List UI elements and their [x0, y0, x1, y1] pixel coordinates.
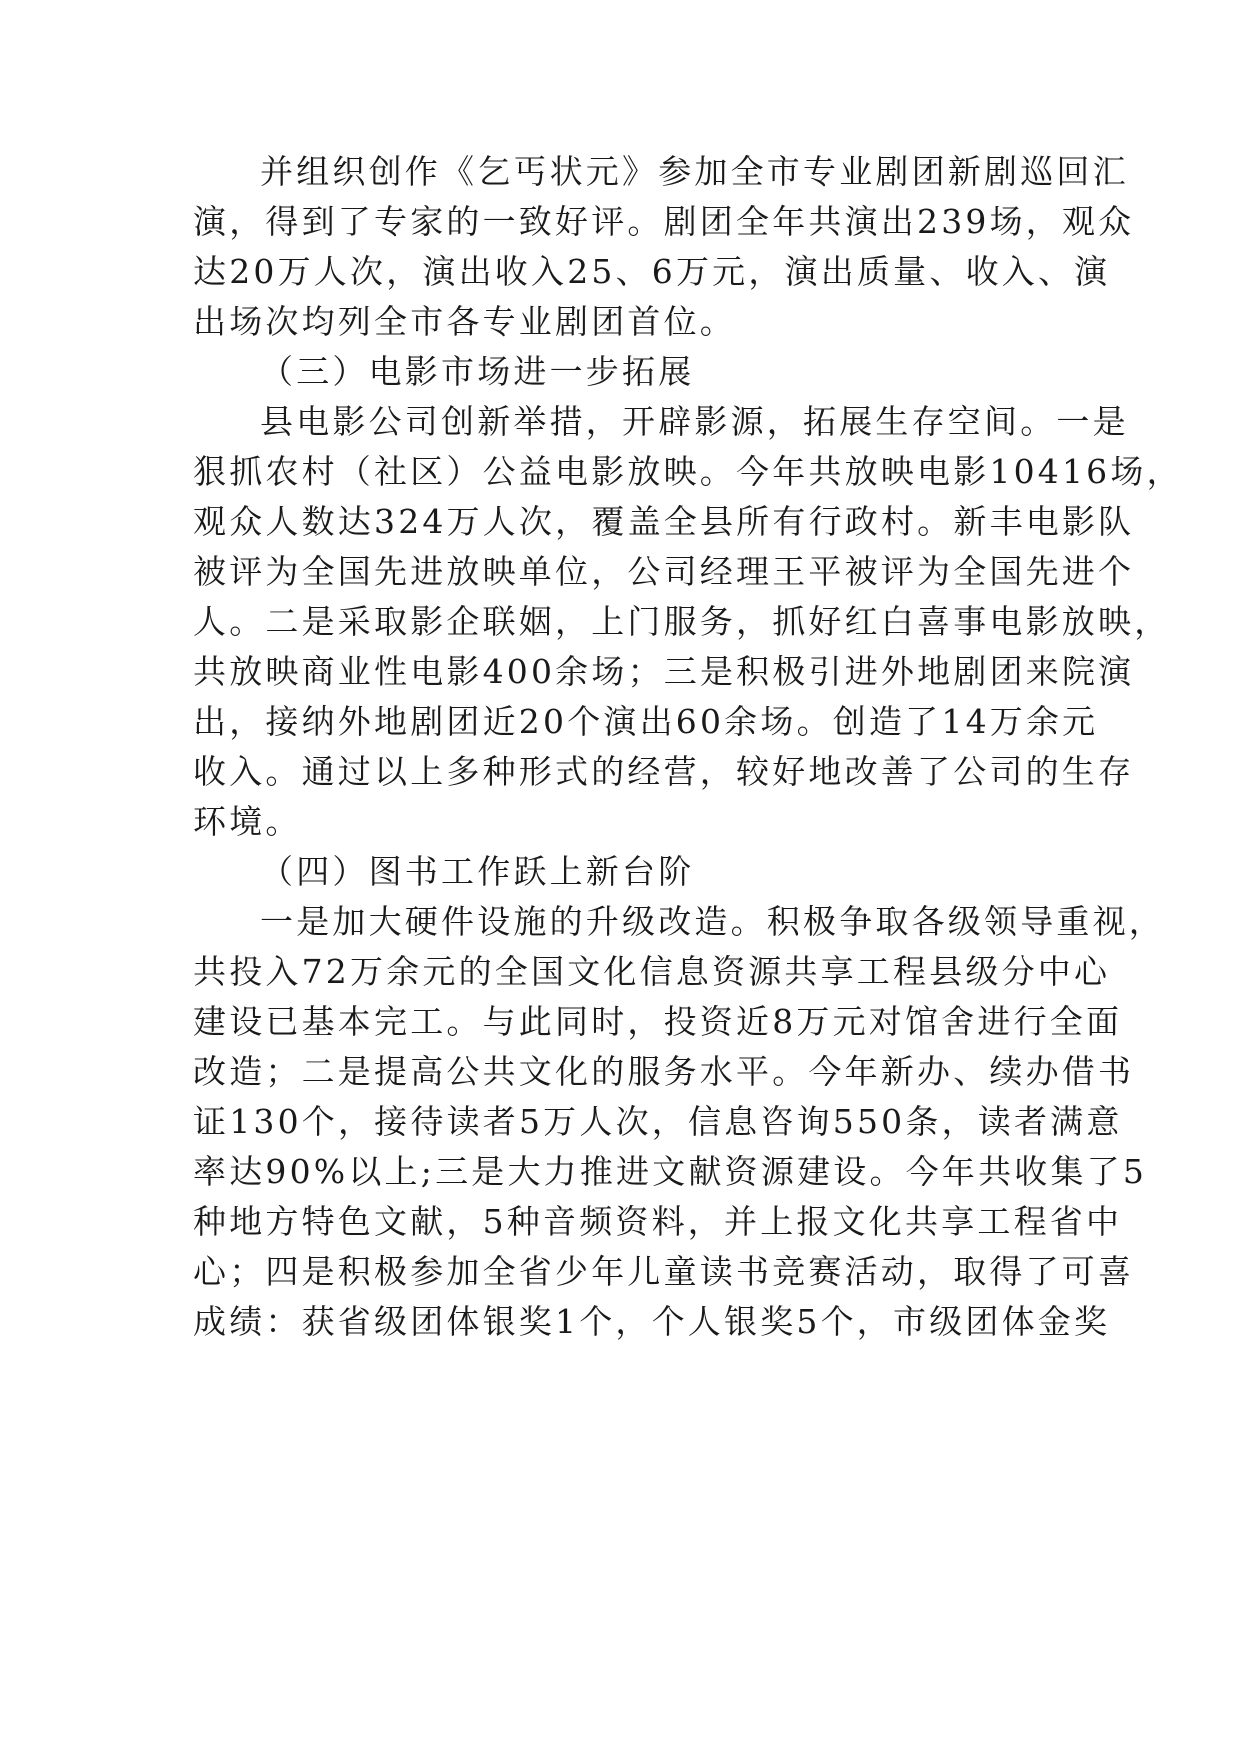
paragraph-line: 种地方特色文献，5种音频资料，并上报文化共享工程省中	[193, 1202, 1123, 1241]
paragraph-line: 共投入72万余元的全国文化信息资源共享工程县级分中心	[193, 952, 1111, 991]
paragraph-line: 一是加大硬件设施的升级改造。积极争取各级领导重视，	[260, 902, 1165, 941]
paragraph-line: 出场次均列全市各专业剧团首位。	[193, 302, 736, 341]
paragraph-line: 县电影公司创新举措，开辟影源，拓展生存空间。一是	[260, 402, 1129, 441]
paragraph-line: 环境。	[193, 802, 302, 841]
paragraph-line: 出，接纳外地剧团近20个演出60余场。创造了14万余元	[193, 702, 1099, 741]
paragraph-line: 并组织创作《乞丐状元》参加全市专业剧团新剧巡回汇	[260, 152, 1129, 191]
paragraph-line: 被评为全国先进放映单位，公司经理王平被评为全国先进个	[193, 552, 1135, 591]
paragraph-line: 收入。通过以上多种形式的经营，较好地改善了公司的生存	[193, 752, 1135, 791]
paragraph-line: 成绩：获省级团体银奖1个，个人银奖5个，市级团体金奖	[193, 1302, 1111, 1341]
paragraph-line: 人。二是采取影企联姻，上门服务，抓好红白喜事电影放映，	[193, 602, 1171, 641]
paragraph-line: 狠抓农村（社区）公益电影放映。今年共放映电影10416场，	[193, 452, 1183, 491]
paragraph-line: 改造；二是提高公共文化的服务水平。今年新办、续办借书	[193, 1052, 1135, 1091]
paragraph-line: 观众人数达324万人次，覆盖全县所有行政村。新丰电影队	[193, 502, 1135, 541]
paragraph-line: 建设已基本完工。与此同时，投资近8万元对馆舍进行全面	[193, 1002, 1123, 1041]
paragraph-line: 率达90%以上;三是大力推进文献资源建设。今年共收集了5	[193, 1152, 1148, 1191]
section-heading: （四）图书工作跃上新台阶	[260, 852, 695, 891]
paragraph-line: 演，得到了专家的一致好评。剧团全年共演出239场，观众	[193, 202, 1135, 241]
paragraph-line: 达20万人次，演出收入25、6万元，演出质量、收入、演	[193, 252, 1111, 291]
section-heading: （三）电影市场进一步拓展	[260, 352, 695, 391]
paragraph-line: 证130个，接待读者5万人次，信息咨询550条，读者满意	[193, 1102, 1123, 1141]
paragraph-line: 共放映商业性电影400余场；三是积极引进外地剧团来院演	[193, 652, 1135, 691]
paragraph-line: 心；四是积极参加全省少年儿童读书竞赛活动，取得了可喜	[193, 1252, 1135, 1291]
